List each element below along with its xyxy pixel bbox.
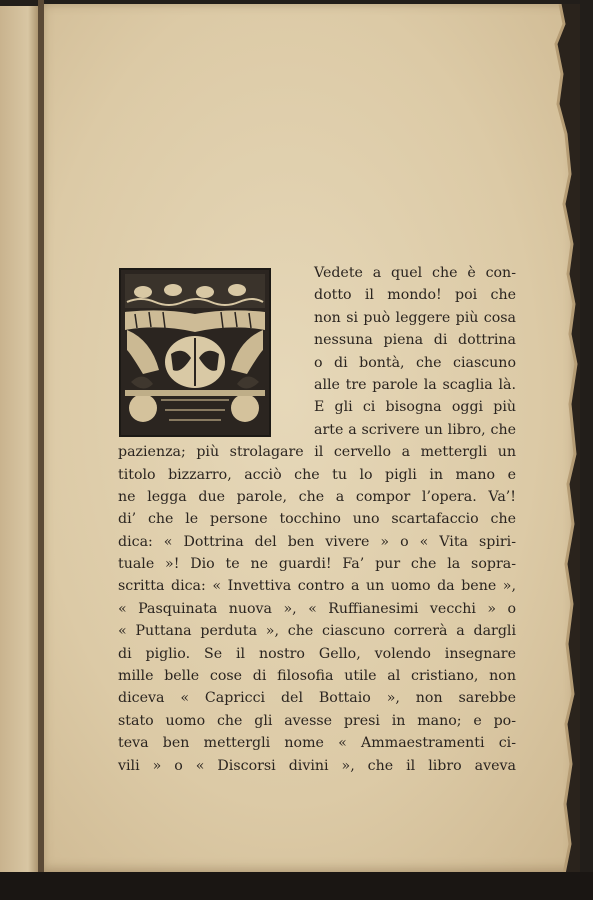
text-line: E gli ci bisogna oggi più	[314, 399, 516, 416]
text-line: dotto il mondo! poi che	[314, 287, 516, 304]
book-page	[44, 4, 580, 874]
text-line: non si può leggere più cosa	[314, 309, 516, 326]
text-line: tuale »! Dio te ne guardi! Fa’ pur che la sopra-	[118, 556, 516, 573]
text-line: o di bontà, che ciascuno	[314, 354, 516, 371]
text-line: nessuna piena di dottrina	[314, 332, 516, 349]
text-line: « Pasquinata nuova », « Ruffianesimi vecchi » o	[118, 600, 516, 617]
text-line: « Puttana perduta », che ciascuno correrà a dargli	[118, 623, 516, 640]
scan-background	[0, 872, 593, 900]
text-line: scritta dica: « Invettiva contro a un uomo da bene »,	[118, 578, 516, 595]
torn-page-edge	[520, 4, 580, 874]
text-line: Vedete a quel che è con-	[314, 265, 516, 281]
body-text	[118, 262, 516, 777]
text-line: alle tre parole la scaglia là.	[314, 376, 516, 393]
text-line: stato uomo che gli avesse presi in mano; e po-	[118, 712, 516, 729]
text-line: ne legga due parole, che a compor l’opera. Va’!	[118, 488, 516, 505]
text-line: vili » o « Discorsi divini », che il libro aveva	[118, 757, 516, 774]
text-line: titolo bizzarro, acciò che tu lo pigli in mano e	[118, 466, 516, 483]
text-line: pazienza; più strolagare il cervello a mettergli un	[118, 444, 516, 461]
text-line: mille belle cose di filosofia utile al cristiano, non	[118, 668, 516, 685]
text-line: arte a scrivere un libro, che	[314, 421, 516, 438]
text-line: di piglio. Se il nostro Gello, volendo insegnare	[118, 645, 516, 662]
text-line: dica: « Dottrina del ben vivere » o « Vita spiri-	[118, 533, 516, 550]
left-page-edge	[0, 6, 42, 872]
text-line: diceva « Capricci del Bottaio », non sarebbe	[118, 690, 516, 707]
text-line: di’ che le persone tocchino uno scartafaccio che	[118, 511, 516, 528]
text-line: teva ben mettergli nome « Ammaestramenti ci-	[118, 735, 516, 752]
